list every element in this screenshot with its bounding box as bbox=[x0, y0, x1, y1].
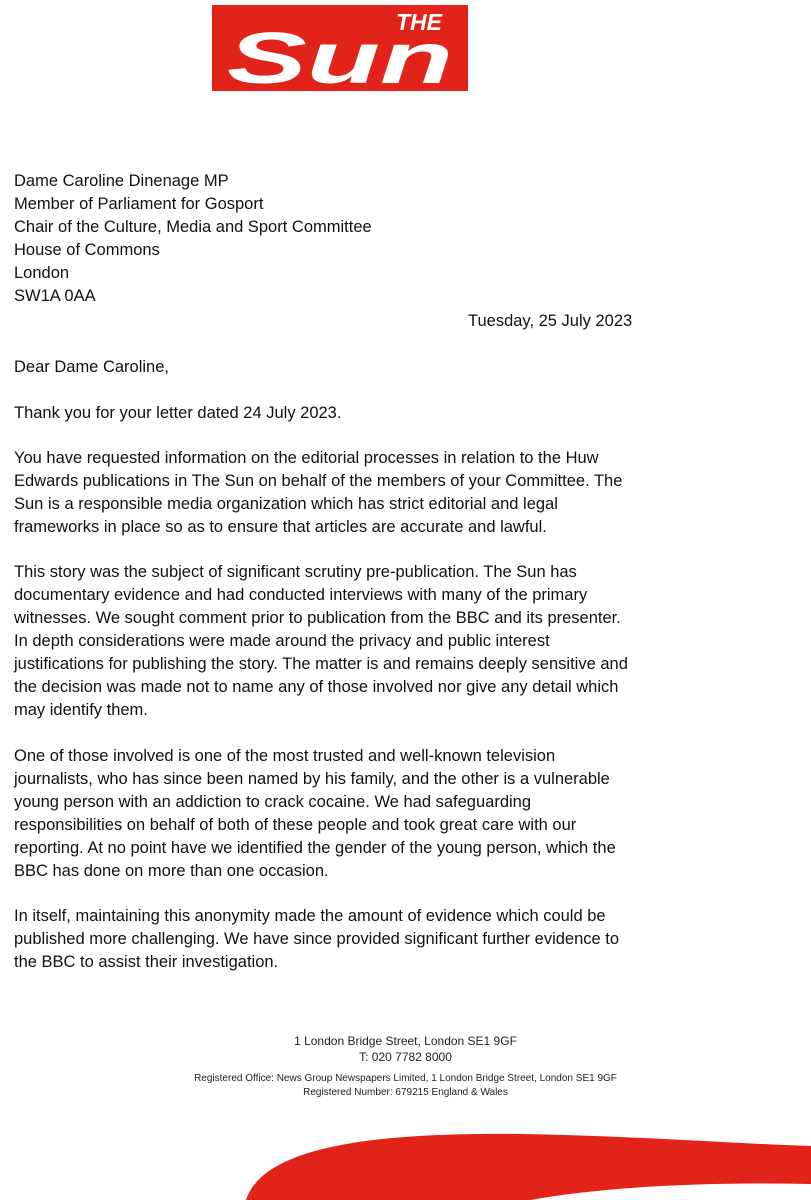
paragraph-3 bbox=[14, 561, 804, 722]
paragraph-line: Sun is a responsible media organization which has strict editorial and legal bbox=[14, 495, 558, 513]
salutation-text: Dear Dame Caroline, bbox=[14, 358, 169, 376]
paragraph-4 bbox=[14, 745, 804, 883]
logo-graphic bbox=[212, 5, 468, 91]
paragraph-line: BBC has done on more than one occasion. bbox=[14, 862, 329, 880]
paragraph-line: Edwards publications in The Sun on behalf of the members of your Committee. The bbox=[14, 472, 623, 490]
footer-registration bbox=[0, 1072, 811, 1100]
recipient-address bbox=[14, 170, 372, 308]
the-sun-logo bbox=[212, 5, 468, 91]
paragraph-line: This story was the subject of significant scrutiny pre-publication. The Sun has bbox=[14, 563, 577, 581]
paragraph-line: responsibilities on behalf of both of these people and took great care with our bbox=[14, 816, 577, 834]
footer-address-line: 1 London Bridge Street, London SE1 9GF bbox=[294, 1034, 517, 1048]
recipient-line: London bbox=[14, 264, 70, 282]
logo-the-text: THE bbox=[396, 9, 442, 35]
paragraph-line: Thank you for your letter dated 24 July 2023. bbox=[14, 404, 342, 422]
footer-phone-line: T: 020 7782 8000 bbox=[359, 1050, 452, 1064]
paragraph-line: young person with an addiction to crack cocaine. We had safeguarding bbox=[14, 793, 532, 811]
logo-sun-text: Sun bbox=[227, 19, 453, 91]
paragraph-line: One of those involved is one of the most trusted and well-known television bbox=[14, 747, 556, 765]
paragraph-line: reporting. At no point have we identified the gender of the young person, which the bbox=[14, 839, 616, 857]
recipient-line: SW1A 0AA bbox=[14, 287, 96, 305]
paragraph-2 bbox=[14, 447, 804, 539]
paragraph-line: journalists, who has since been named by his family, and the other is a vulnerable bbox=[14, 770, 610, 788]
paragraph-line: published more challenging. We have since provided significant further evidence to bbox=[14, 930, 620, 948]
letter-date: Tuesday, 25 July 2023 bbox=[468, 312, 633, 330]
paragraph-line: In depth considerations were made around the privacy and public interest bbox=[14, 632, 550, 650]
paragraph-1 bbox=[14, 402, 804, 425]
recipient-line: Chair of the Culture, Media and Sport Committee bbox=[14, 218, 372, 236]
paragraph-line: In itself, maintaining this anonymity made the amount of evidence which could be bbox=[14, 907, 606, 925]
paragraph-5 bbox=[14, 905, 804, 974]
footer-swoosh-graphic bbox=[0, 1100, 811, 1200]
paragraph-line: frameworks in place so as to ensure that articles are accurate and lawful. bbox=[14, 518, 547, 536]
paragraph-line: the BBC to assist their investigation. bbox=[14, 953, 279, 971]
paragraph-line: the decision was made not to name any of those involved nor give any detail which bbox=[14, 678, 619, 696]
footer-registered-office: Registered Office: News Group Newspapers Limited, 1 London Bridge Street, London SE1 9GF bbox=[194, 1073, 617, 1084]
footer-registered-number: Registered Number: 679215 England & Wales bbox=[303, 1087, 508, 1098]
paragraph-line: may identify them. bbox=[14, 701, 148, 719]
recipient-line: Dame Caroline Dinenage MP bbox=[14, 172, 229, 190]
paragraph-line: witnesses. We sought comment prior to publication from the BBC and its presenter. bbox=[14, 609, 621, 627]
paragraph-line: documentary evidence and had conducted interviews with many of the primary bbox=[14, 586, 588, 604]
salutation bbox=[14, 356, 804, 379]
paragraph-line: You have requested information on the editorial processes in relation to the Huw bbox=[14, 449, 599, 467]
footer-contact bbox=[0, 1033, 811, 1065]
recipient-line: Member of Parliament for Gosport bbox=[14, 195, 264, 213]
recipient-line: House of Commons bbox=[14, 241, 160, 259]
paragraph-line: justifications for publishing the story. The matter is and remains deeply sensitive and bbox=[14, 655, 628, 673]
